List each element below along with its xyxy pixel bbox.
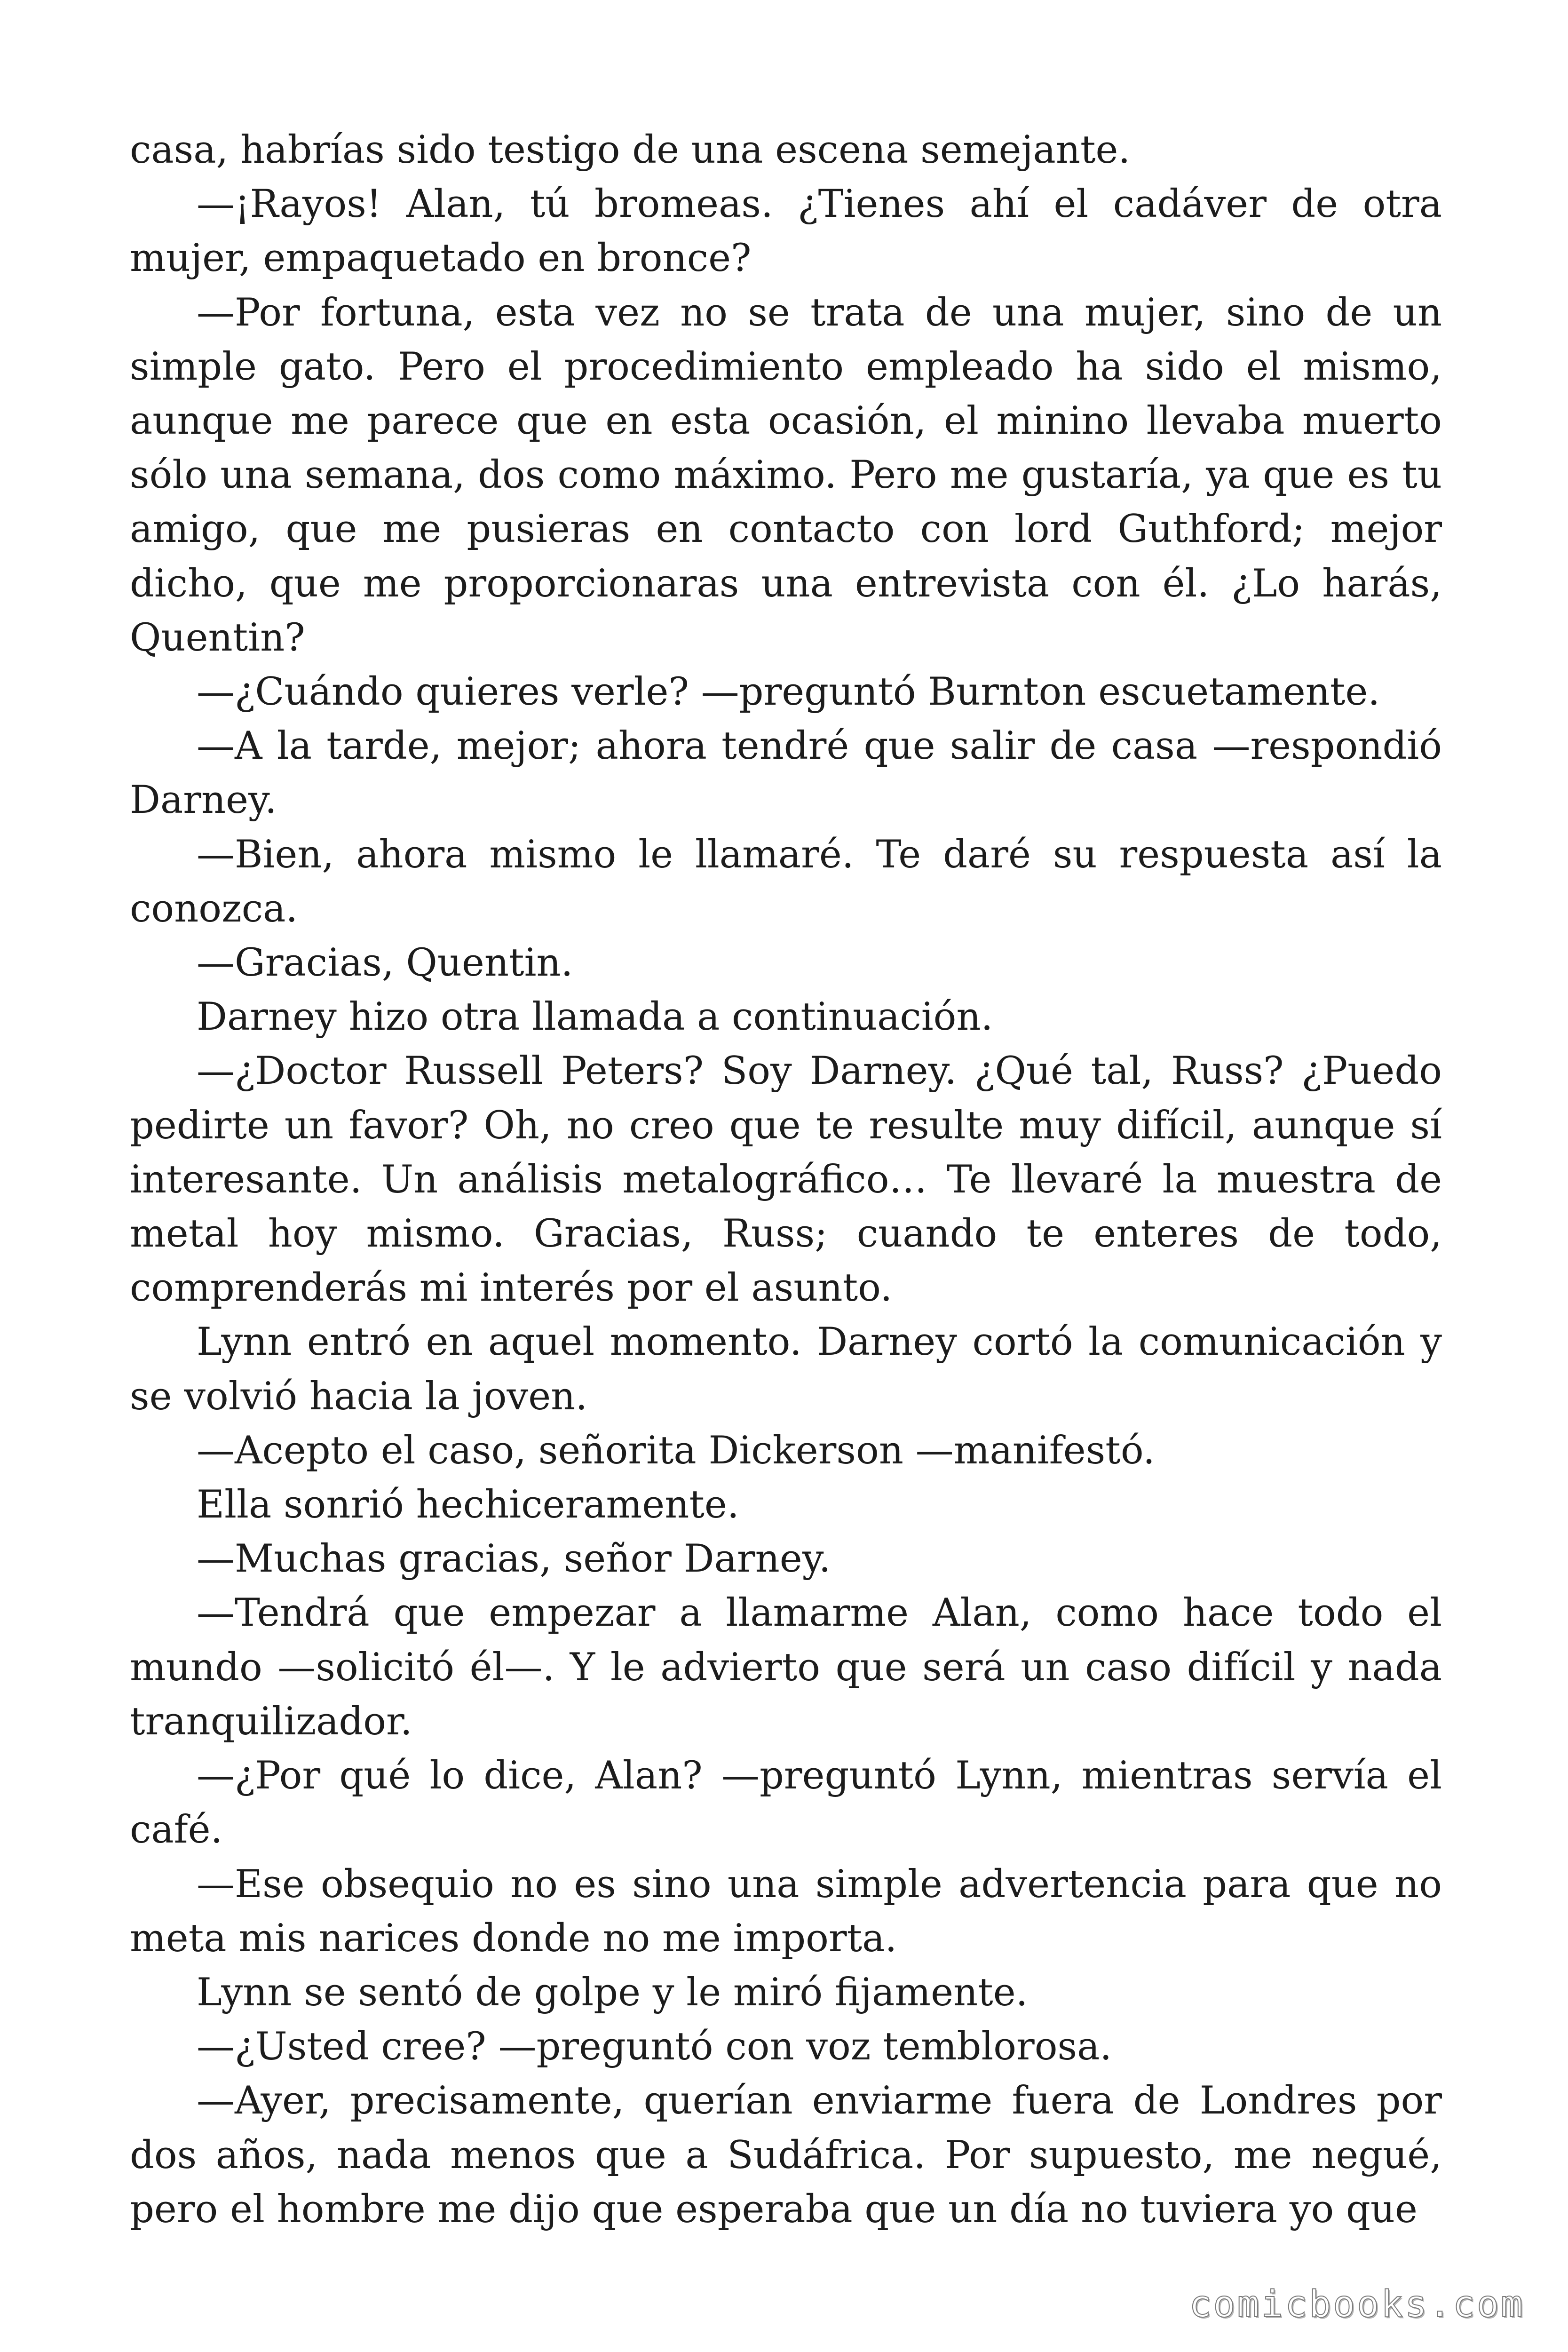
- paragraph: casa, habrías sido testigo de una escena semejante.: [130, 128, 1131, 172]
- watermark-text: comicbooks.com: [1189, 2283, 1525, 2326]
- paragraph: —Gracias, Quentin.: [197, 941, 573, 985]
- paragraph: —¿Usted cree? —preguntó con voz temblorosa.: [197, 2025, 1112, 2069]
- paragraph: —Por fortuna, esta vez no se trata de una mujer, sino de un simple gato. Pero el procedimiento empleado ha sido el mismo, aunque me parece que en esta ocasión, el minino llevaba muerto sólo una semana, dos como máximo. Pero me gustaría, ya que es tu amigo, que me pusieras en contacto con lord Guthford; mejor dicho, que me proporcionaras una entrevista con él. ¿Lo harás, Quentin?: [130, 290, 1442, 660]
- paragraph: —¿Doctor Russell Peters? Soy Darney. ¿Qué tal, Russ? ¿Puedo pedirte un favor? Oh, no creo que te resulte muy difícil, aunque sí interesante. Un análisis metalográfico… Te llevaré la muestra de metal hoy mismo. Gracias, Russ; cuando te enteres de todo, comprenderás mi interés por el asunto.: [130, 1049, 1442, 1311]
- paragraph: —A la tarde, mejor; ahora tendré que salir de casa —respondió Darney.: [130, 724, 1442, 823]
- paragraph: —Tendrá que empezar a llamarme Alan, como hace todo el mundo —solicitó él—. Y le advierto que será un caso difícil y nada tranquilizador.: [130, 1591, 1442, 1744]
- paragraph: —¡Rayos! Alan, tú bromeas. ¿Tienes ahí el cadáver de otra mujer, empaquetado en bronce?: [130, 182, 1442, 281]
- paragraph: —Bien, ahora mismo le llamaré. Te daré su respuesta así la conozca.: [130, 832, 1442, 931]
- paragraph: —Acepto el caso, señorita Dickerson —manifestó.: [197, 1428, 1155, 1473]
- paragraph: Ella sonrió hechiceramente.: [197, 1483, 739, 1527]
- paragraph: —Muchas gracias, señor Darney.: [197, 1537, 831, 1581]
- paragraph: —Ayer, precisamente, querían enviarme fuera de Londres por dos años, nada menos que a Sudáfrica. Por supuesto, me negué, pero el hombre me dijo que esperaba que un día no tuviera yo que: [130, 2079, 1442, 2232]
- paragraph: Darney hizo otra llamada a continuación.: [197, 995, 993, 1040]
- paragraph: Lynn se sentó de golpe y le miró fijamente.: [197, 1970, 1028, 2015]
- paragraph: Lynn entró en aquel momento. Darney cortó la comunicación y se volvió hacia la joven.: [130, 1320, 1442, 1419]
- paragraph: —Ese obsequio no es sino una simple advertencia para que no meta mis narices donde no me importa.: [130, 1862, 1442, 1961]
- page-text: [130, 123, 1442, 2237]
- paragraph: —¿Por qué lo dice, Alan? —preguntó Lynn, mientras servía el café.: [130, 1754, 1442, 1852]
- paragraph: —¿Cuándo quieres verle? —preguntó Burnton escuetamente.: [197, 670, 1380, 715]
